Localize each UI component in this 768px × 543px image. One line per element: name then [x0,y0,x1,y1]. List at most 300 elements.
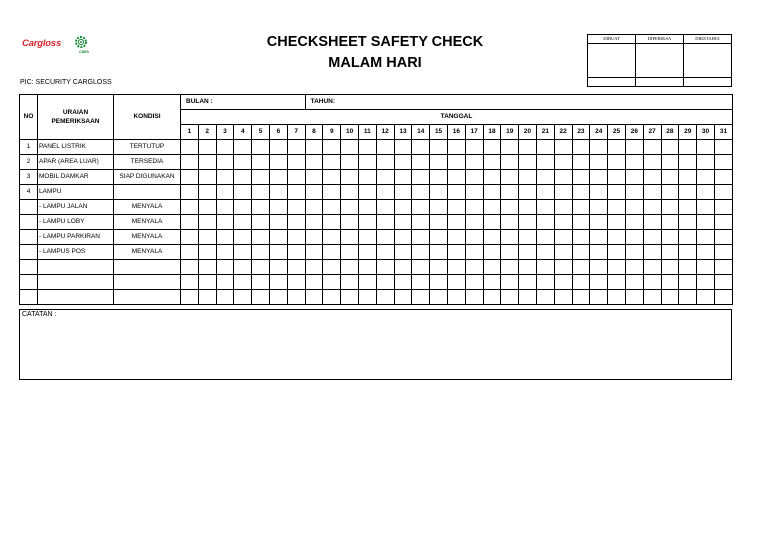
check-cell[interactable] [483,245,501,260]
check-cell[interactable] [608,140,626,155]
check-cell[interactable] [287,290,305,305]
check-cell[interactable] [198,185,216,200]
check-cell[interactable] [590,245,608,260]
check-cell[interactable] [394,275,412,290]
check-cell[interactable] [714,185,732,200]
check-cell[interactable] [697,260,715,275]
check-cell[interactable] [465,170,483,185]
check-cell[interactable] [181,230,199,245]
check-cell[interactable] [590,170,608,185]
check-cell[interactable] [252,275,270,290]
check-cell[interactable] [216,275,234,290]
check-cell[interactable] [358,200,376,215]
check-cell[interactable] [554,245,572,260]
check-cell[interactable] [483,230,501,245]
check-cell[interactable] [323,140,341,155]
check-cell[interactable] [465,185,483,200]
check-cell[interactable] [447,290,465,305]
check-cell[interactable] [269,230,287,245]
check-cell[interactable] [181,215,199,230]
check-cell[interactable] [305,185,323,200]
check-cell[interactable] [430,200,448,215]
check-cell[interactable] [323,290,341,305]
check-cell[interactable] [661,275,679,290]
check-cell[interactable] [590,185,608,200]
check-cell[interactable] [376,200,394,215]
check-cell[interactable] [323,215,341,230]
check-cell[interactable] [501,140,519,155]
check-cell[interactable] [269,155,287,170]
check-cell[interactable] [536,200,554,215]
check-cell[interactable] [697,275,715,290]
check-cell[interactable] [643,290,661,305]
check-cell[interactable] [358,230,376,245]
check-cell[interactable] [661,170,679,185]
check-cell[interactable] [501,275,519,290]
check-cell[interactable] [394,140,412,155]
check-cell[interactable] [661,155,679,170]
check-cell[interactable] [412,275,430,290]
check-cell[interactable] [625,200,643,215]
check-cell[interactable] [181,155,199,170]
check-cell[interactable] [341,230,359,245]
check-cell[interactable] [269,200,287,215]
check-cell[interactable] [252,200,270,215]
check-cell[interactable] [625,230,643,245]
check-cell[interactable] [269,290,287,305]
check-cell[interactable] [536,215,554,230]
check-cell[interactable] [679,245,697,260]
check-cell[interactable] [483,200,501,215]
check-cell[interactable] [554,170,572,185]
check-cell[interactable] [198,200,216,215]
check-cell[interactable] [376,215,394,230]
check-cell[interactable] [608,200,626,215]
check-cell[interactable] [661,185,679,200]
check-cell[interactable] [697,140,715,155]
check-cell[interactable] [323,200,341,215]
check-cell[interactable] [269,215,287,230]
check-cell[interactable] [234,260,252,275]
check-cell[interactable] [465,140,483,155]
check-cell[interactable] [572,260,590,275]
check-cell[interactable] [234,170,252,185]
check-cell[interactable] [287,230,305,245]
check-cell[interactable] [394,290,412,305]
check-cell[interactable] [269,245,287,260]
check-cell[interactable] [679,215,697,230]
check-cell[interactable] [519,275,537,290]
check-cell[interactable] [625,275,643,290]
check-cell[interactable] [430,215,448,230]
check-cell[interactable] [234,185,252,200]
check-cell[interactable] [412,245,430,260]
check-cell[interactable] [412,185,430,200]
check-cell[interactable] [590,215,608,230]
check-cell[interactable] [216,155,234,170]
check-cell[interactable] [608,215,626,230]
check-cell[interactable] [608,230,626,245]
check-cell[interactable] [447,245,465,260]
check-cell[interactable] [536,260,554,275]
dibuat-signature-cell[interactable] [588,44,636,78]
check-cell[interactable] [287,260,305,275]
check-cell[interactable] [483,170,501,185]
check-cell[interactable] [714,290,732,305]
check-cell[interactable] [305,260,323,275]
check-cell[interactable] [287,200,305,215]
check-cell[interactable] [447,200,465,215]
check-cell[interactable] [465,275,483,290]
check-cell[interactable] [625,170,643,185]
check-cell[interactable] [697,170,715,185]
check-cell[interactable] [536,290,554,305]
check-cell[interactable] [661,245,679,260]
check-cell[interactable] [465,245,483,260]
check-cell[interactable] [252,230,270,245]
check-cell[interactable] [323,185,341,200]
check-cell[interactable] [465,290,483,305]
check-cell[interactable] [358,260,376,275]
check-cell[interactable] [430,185,448,200]
check-cell[interactable] [625,140,643,155]
dibuat-name-cell[interactable] [588,78,636,87]
check-cell[interactable] [608,185,626,200]
check-cell[interactable] [394,155,412,170]
check-cell[interactable] [216,230,234,245]
check-cell[interactable] [305,215,323,230]
check-cell[interactable] [234,290,252,305]
check-cell[interactable] [483,275,501,290]
check-cell[interactable] [643,260,661,275]
check-cell[interactable] [305,290,323,305]
check-cell[interactable] [643,230,661,245]
check-cell[interactable] [447,185,465,200]
check-cell[interactable] [376,275,394,290]
check-cell[interactable] [714,260,732,275]
check-cell[interactable] [412,230,430,245]
check-cell[interactable] [447,140,465,155]
check-cell[interactable] [234,275,252,290]
check-cell[interactable] [501,230,519,245]
check-cell[interactable] [430,245,448,260]
check-cell[interactable] [697,290,715,305]
check-cell[interactable] [216,200,234,215]
check-cell[interactable] [269,275,287,290]
check-cell[interactable] [519,140,537,155]
check-cell[interactable] [198,140,216,155]
check-cell[interactable] [234,200,252,215]
check-cell[interactable] [358,155,376,170]
check-cell[interactable] [661,215,679,230]
diperiksa-signature-cell[interactable] [636,44,684,78]
check-cell[interactable] [376,185,394,200]
check-cell[interactable] [412,140,430,155]
check-cell[interactable] [679,155,697,170]
check-cell[interactable] [536,275,554,290]
check-cell[interactable] [643,215,661,230]
check-cell[interactable] [536,245,554,260]
check-cell[interactable] [234,215,252,230]
check-cell[interactable] [216,140,234,155]
check-cell[interactable] [341,185,359,200]
check-cell[interactable] [661,140,679,155]
check-cell[interactable] [181,260,199,275]
diketahui-signature-cell[interactable] [684,44,732,78]
check-cell[interactable] [323,260,341,275]
check-cell[interactable] [269,170,287,185]
check-cell[interactable] [394,260,412,275]
check-cell[interactable] [447,170,465,185]
check-cell[interactable] [590,230,608,245]
check-cell[interactable] [252,155,270,170]
check-cell[interactable] [643,275,661,290]
check-cell[interactable] [305,230,323,245]
check-cell[interactable] [323,245,341,260]
check-cell[interactable] [554,275,572,290]
check-cell[interactable] [430,155,448,170]
check-cell[interactable] [394,185,412,200]
check-cell[interactable] [519,200,537,215]
check-cell[interactable] [323,275,341,290]
check-cell[interactable] [608,245,626,260]
check-cell[interactable] [323,170,341,185]
notes-box[interactable] [19,309,732,380]
check-cell[interactable] [590,140,608,155]
check-cell[interactable] [394,170,412,185]
check-cell[interactable] [252,260,270,275]
check-cell[interactable] [216,170,234,185]
check-cell[interactable] [590,200,608,215]
check-cell[interactable] [394,215,412,230]
check-cell[interactable] [697,200,715,215]
check-cell[interactable] [519,155,537,170]
check-cell[interactable] [572,155,590,170]
check-cell[interactable] [198,230,216,245]
check-cell[interactable] [394,200,412,215]
check-cell[interactable] [572,290,590,305]
check-cell[interactable] [358,140,376,155]
check-cell[interactable] [501,260,519,275]
check-cell[interactable] [198,170,216,185]
check-cell[interactable] [447,275,465,290]
check-cell[interactable] [536,140,554,155]
check-cell[interactable] [572,275,590,290]
check-cell[interactable] [590,260,608,275]
check-cell[interactable] [358,275,376,290]
check-cell[interactable] [341,245,359,260]
check-cell[interactable] [679,290,697,305]
check-cell[interactable] [465,200,483,215]
check-cell[interactable] [501,185,519,200]
check-cell[interactable] [643,200,661,215]
check-cell[interactable] [447,155,465,170]
check-cell[interactable] [679,275,697,290]
check-cell[interactable] [447,260,465,275]
check-cell[interactable] [234,230,252,245]
check-cell[interactable] [572,200,590,215]
check-cell[interactable] [608,170,626,185]
check-cell[interactable] [465,155,483,170]
check-cell[interactable] [519,290,537,305]
check-cell[interactable] [376,170,394,185]
check-cell[interactable] [376,245,394,260]
check-cell[interactable] [572,245,590,260]
check-cell[interactable] [269,140,287,155]
check-cell[interactable] [216,260,234,275]
check-cell[interactable] [625,185,643,200]
check-cell[interactable] [181,185,199,200]
check-cell[interactable] [661,290,679,305]
check-cell[interactable] [216,215,234,230]
check-cell[interactable] [608,155,626,170]
check-cell[interactable] [305,245,323,260]
check-cell[interactable] [572,230,590,245]
check-cell[interactable] [269,185,287,200]
check-cell[interactable] [287,245,305,260]
check-cell[interactable] [554,185,572,200]
check-cell[interactable] [661,200,679,215]
check-cell[interactable] [376,140,394,155]
check-cell[interactable] [412,155,430,170]
check-cell[interactable] [430,140,448,155]
diperiksa-name-cell[interactable] [636,78,684,87]
check-cell[interactable] [341,170,359,185]
check-cell[interactable] [216,185,234,200]
check-cell[interactable] [554,215,572,230]
check-cell[interactable] [376,155,394,170]
check-cell[interactable] [181,170,199,185]
check-cell[interactable] [216,245,234,260]
check-cell[interactable] [697,215,715,230]
check-cell[interactable] [430,260,448,275]
check-cell[interactable] [341,215,359,230]
check-cell[interactable] [643,245,661,260]
check-cell[interactable] [714,245,732,260]
check-cell[interactable] [714,200,732,215]
check-cell[interactable] [198,215,216,230]
check-cell[interactable] [287,155,305,170]
check-cell[interactable] [252,290,270,305]
check-cell[interactable] [287,215,305,230]
check-cell[interactable] [519,185,537,200]
check-cell[interactable] [323,230,341,245]
check-cell[interactable] [519,245,537,260]
check-cell[interactable] [501,215,519,230]
check-cell[interactable] [198,245,216,260]
check-cell[interactable] [519,230,537,245]
check-cell[interactable] [714,275,732,290]
check-cell[interactable] [376,230,394,245]
check-cell[interactable] [234,155,252,170]
check-cell[interactable] [181,275,199,290]
check-cell[interactable] [554,230,572,245]
check-cell[interactable] [554,155,572,170]
check-cell[interactable] [376,290,394,305]
check-cell[interactable] [625,260,643,275]
check-cell[interactable] [447,230,465,245]
check-cell[interactable] [554,260,572,275]
check-cell[interactable] [536,155,554,170]
check-cell[interactable] [305,275,323,290]
check-cell[interactable] [198,155,216,170]
check-cell[interactable] [519,260,537,275]
check-cell[interactable] [198,275,216,290]
check-cell[interactable] [483,290,501,305]
check-cell[interactable] [554,290,572,305]
check-cell[interactable] [714,155,732,170]
check-cell[interactable] [234,140,252,155]
check-cell[interactable] [358,170,376,185]
check-cell[interactable] [412,215,430,230]
check-cell[interactable] [590,155,608,170]
check-cell[interactable] [394,245,412,260]
check-cell[interactable] [181,290,199,305]
check-cell[interactable] [430,170,448,185]
check-cell[interactable] [198,290,216,305]
check-cell[interactable] [679,140,697,155]
check-cell[interactable] [465,215,483,230]
check-cell[interactable] [625,245,643,260]
check-cell[interactable] [252,185,270,200]
check-cell[interactable] [697,185,715,200]
check-cell[interactable] [252,140,270,155]
check-cell[interactable] [358,215,376,230]
check-cell[interactable] [483,155,501,170]
check-cell[interactable] [501,170,519,185]
check-cell[interactable] [625,290,643,305]
check-cell[interactable] [287,140,305,155]
check-cell[interactable] [554,200,572,215]
check-cell[interactable] [519,170,537,185]
check-cell[interactable] [181,200,199,215]
check-cell[interactable] [483,140,501,155]
check-cell[interactable] [714,140,732,155]
check-cell[interactable] [430,275,448,290]
check-cell[interactable] [643,185,661,200]
check-cell[interactable] [181,245,199,260]
check-cell[interactable] [181,140,199,155]
check-cell[interactable] [252,170,270,185]
check-cell[interactable] [501,200,519,215]
check-cell[interactable] [412,290,430,305]
check-cell[interactable] [376,260,394,275]
check-cell[interactable] [501,155,519,170]
check-cell[interactable] [305,200,323,215]
check-cell[interactable] [305,170,323,185]
check-cell[interactable] [341,155,359,170]
check-cell[interactable] [714,215,732,230]
check-cell[interactable] [341,140,359,155]
check-cell[interactable] [679,170,697,185]
check-cell[interactable] [323,155,341,170]
check-cell[interactable] [269,260,287,275]
check-cell[interactable] [465,230,483,245]
check-cell[interactable] [536,170,554,185]
check-cell[interactable] [394,230,412,245]
check-cell[interactable] [608,275,626,290]
check-cell[interactable] [483,185,501,200]
check-cell[interactable] [483,215,501,230]
check-cell[interactable] [554,140,572,155]
check-cell[interactable] [679,200,697,215]
check-cell[interactable] [625,215,643,230]
check-cell[interactable] [625,155,643,170]
check-cell[interactable] [252,245,270,260]
check-cell[interactable] [447,215,465,230]
check-cell[interactable] [572,185,590,200]
check-cell[interactable] [341,275,359,290]
